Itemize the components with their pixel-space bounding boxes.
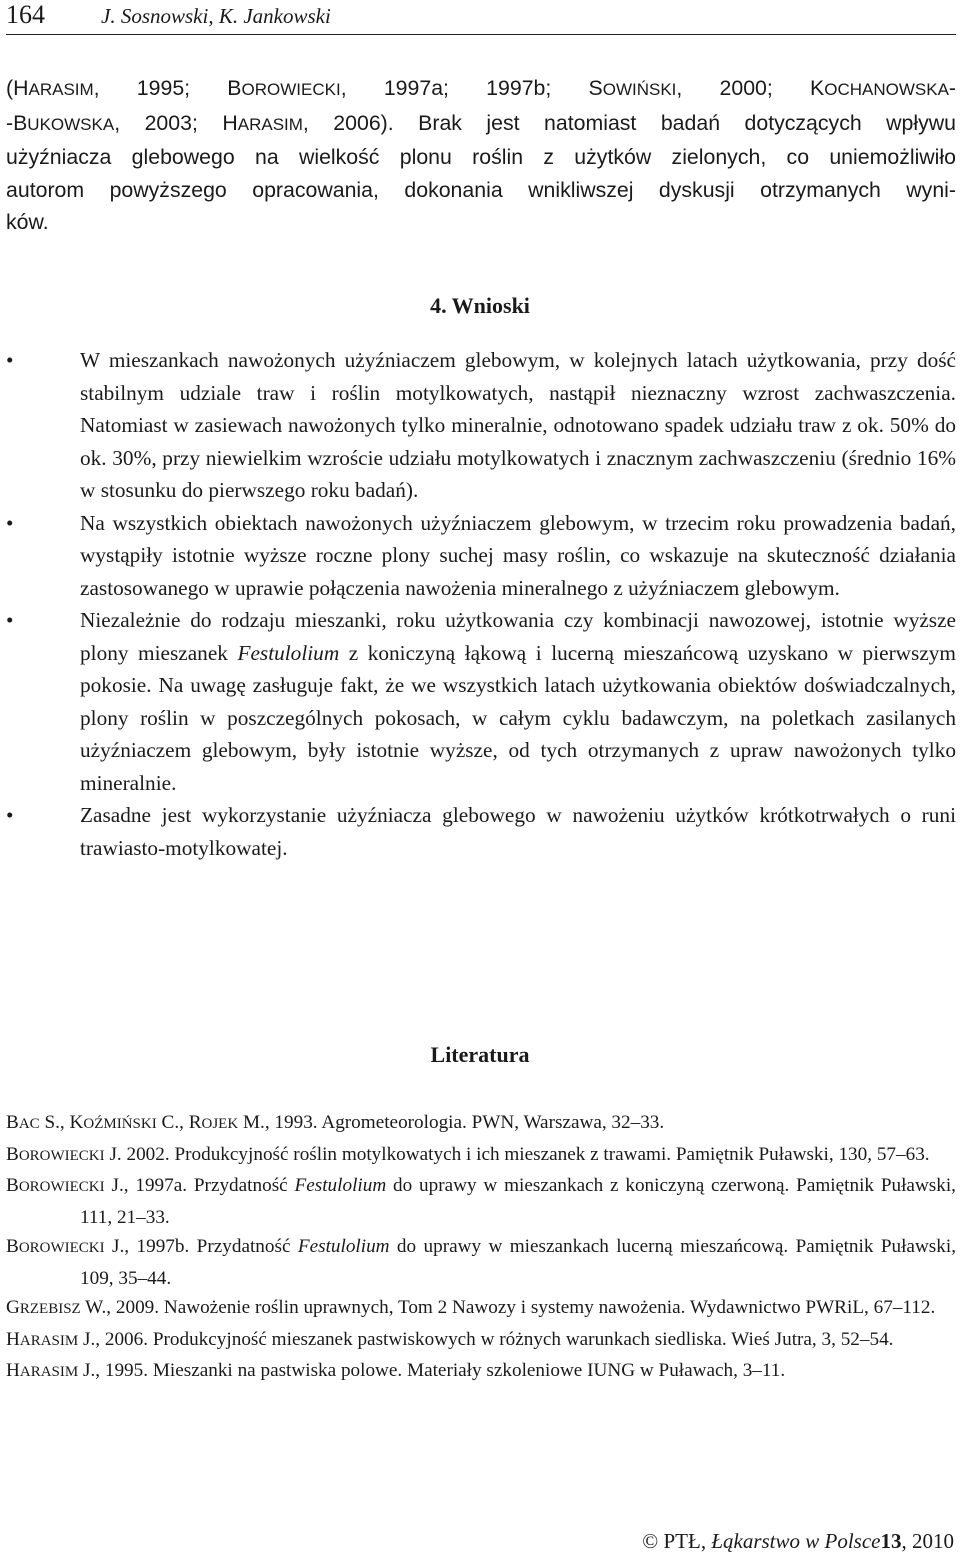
running-head-authors: J. Sosnowski, K. Jankowski — [101, 4, 331, 28]
list-item: • W mieszankach nawożonych użyźniaczem glebowym, w kolejnych latach użytkowania, przy dość stabilnym udziale traw i roślin motylkowatych, nastąpił nieznaczny wzrost zachwaszczenia. Natomiast w zasiewach nawożonych tylko mineralnie, odnotowano spadek udziału traw z ok. 50% do ok. 30%, przy niewielkim wzroście udziału motylkowatych i znacznym zachwaszczeniu (średnio 16% w stosunku do pierwszego roku badań). — [6, 344, 956, 507]
list-item: • Zasadne jest wykorzystanie użyźniacza glebowego w nawożeniu użytków krótkotrwałych o runi trawiasto-motylkowatej. — [6, 799, 956, 864]
intro-line: (HARASIM, 1995; BOROWIECKI, 1997a; 1997b; SOWIŃSKI, 2000; KOCHANOWSKA- — [6, 76, 957, 100]
bullet-icon: • — [6, 348, 14, 372]
section-heading-literature: Literatura — [430, 1042, 530, 1067]
journal-name: Łąkarstwo w Polsce — [711, 1529, 881, 1553]
page-footer — [642, 1527, 954, 1555]
copyright-text: © PTŁ, — [642, 1529, 712, 1553]
year-text: , 2010 — [901, 1529, 954, 1553]
intro-line: autorom powyższego opracowania, dokonania wnikliwszej dyskusji otrzymanych wyni- — [6, 177, 956, 202]
section-heading-conclusions: 4. Wnioski — [430, 293, 530, 318]
volume-number: 13 — [880, 1529, 902, 1553]
intro-line: -BUKOWSKA, 2003; HARASIM, 2006). Brak jest natomiast badań dotyczących wpływu — [6, 110, 956, 135]
reference-item: GRZEBISZ W., 2009. Nawożenie roślin uprawnych, Tom 2 Nawozy i systemy nawożenia. Wydawnictwo PWRiL, 67–112. — [6, 1297, 936, 1318]
reference-item: HARASIM J., 1995. Mieszanki na pastwiska polowe. Materiały szkoleniowe IUNG w Puławach, 3–11. — [6, 1360, 786, 1381]
reference-item: BOROWIECKI J., 1997a. Przydatność Festulolium do uprawy w mieszankach z koniczyną czerwoną. Pamiętnik Puławski, 111, 21–33. — [6, 1175, 956, 1228]
bullet-icon: • — [6, 608, 14, 632]
intro-line: ków. — [6, 210, 49, 234]
reference-item: BAC S., KOŹMIŃSKI C., ROJEK M., 1993. Agrometeorologia. PWN, Warszawa, 32–33. — [6, 1112, 665, 1133]
bullet-icon: • — [6, 510, 14, 535]
bullet-icon: • — [6, 803, 14, 827]
intro-paragraph — [6, 72, 956, 239]
list-item: • Na wszystkich obiektach nawożonych użyźniaczem glebowym, w trzecim roku prowadzenia badań, wystąpiły istotnie wyższe roczne plony suchej masy roślin, co wskazuje na skuteczność działania zastosowanego w uprawie połączenia nawożenia mineralnego z użyźniaczem glebowym. — [6, 507, 956, 605]
page-header — [6, 0, 956, 35]
reference-list — [6, 1108, 956, 1388]
reference-item: BOROWIECKI J. 2002. Produkcyjność roślin motylkowatych i ich mieszanek z trawami. Pamiętnik Puławski, 130, 57–63. — [6, 1143, 930, 1165]
conclusions-list — [6, 344, 956, 864]
reference-item: BOROWIECKI J., 1997b. Przydatność Festulolium do uprawy w mieszankach lucerną mieszańcową. Pamiętnik Puławski, 109, 35–44. — [6, 1236, 956, 1289]
list-item: • Niezależnie do rodzaju mieszanki, roku użytkowania czy kombinacji nawozowej, istotnie wyższe plony mieszanek Festulolium z koniczyną łąkową i lucerną mieszańcową uzyskano w pierwszym pokosie. Na uwagę zasługuje fakt, że we wszystkich latach użytkowania obiektów doświadczalnych, plony roślin w poszczególnych pokosach, w całym cyklu badawczym, na poletkach zasilanych użyźniaczem glebowym, były istotnie wyższe, od tych otrzymanych z upraw nawożonych tylko mineralnie. — [6, 604, 956, 799]
reference-item: HARASIM J., 2006. Produkcyjność mieszanek pastwiskowych w różnych warunkach siedliska. Wieś Jutra, 3, 52–54. — [6, 1328, 894, 1350]
page-number: 164 — [6, 0, 45, 29]
intro-line: użyźniacza glebowego na wielkość plonu roślin z użytków zielonych, co uniemożliwiło — [6, 145, 956, 169]
